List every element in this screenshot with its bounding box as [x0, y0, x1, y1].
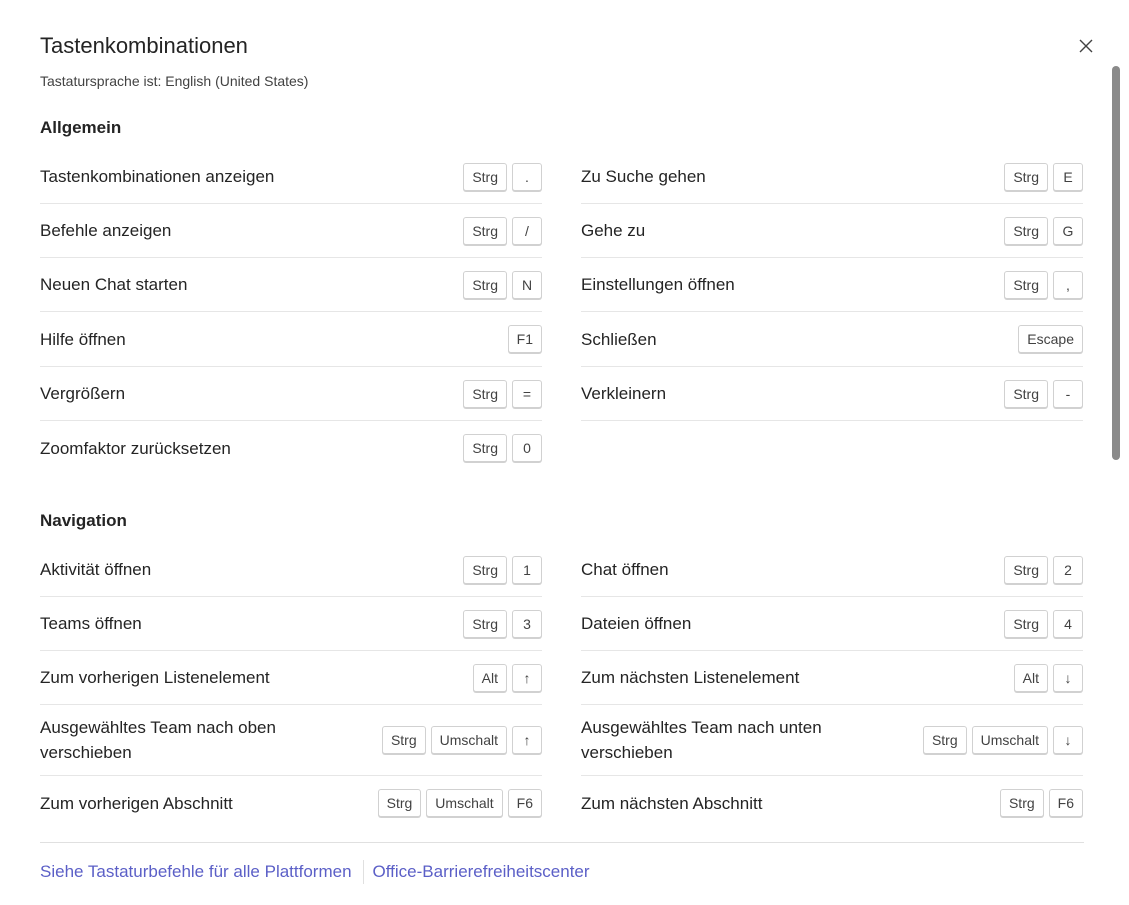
shortcut-label: Einstellungen öffnen — [581, 275, 735, 294]
keycap: Strg — [1004, 163, 1048, 191]
shortcut-row — [40, 204, 542, 258]
shortcut-row — [40, 597, 542, 651]
keycap: 0 — [512, 434, 542, 462]
all-platforms-shortcuts-link[interactable]: Siehe Tastaturbefehle für alle Plattformen — [40, 862, 352, 881]
keycap: Strg — [463, 163, 507, 191]
shortcut-keys — [923, 726, 1083, 754]
keycap: Alt — [1014, 664, 1048, 692]
shortcut-row — [40, 705, 542, 776]
keycap: 3 — [512, 610, 542, 638]
keycap: Strg — [463, 271, 507, 299]
shortcut-row — [581, 258, 1083, 312]
keycap: G — [1053, 217, 1083, 245]
shortcut-row — [581, 312, 1083, 367]
keycap: Strg — [378, 789, 422, 817]
shortcut-row — [40, 258, 542, 312]
shortcut-row — [581, 204, 1083, 258]
shortcut-keys — [382, 726, 542, 754]
footer-separator — [363, 860, 364, 884]
shortcut-row — [40, 776, 542, 830]
shortcut-keys — [473, 664, 542, 692]
shortcut-row — [581, 651, 1083, 705]
keycap: ↑ — [512, 664, 542, 692]
keycap: Strg — [923, 726, 967, 754]
shortcut-label: Zoomfaktor zurücksetzen — [40, 438, 231, 458]
keycap: , — [1053, 271, 1083, 299]
shortcut-label: Aktivität öffnen — [40, 560, 152, 579]
keycap: Strg — [463, 217, 507, 245]
shortcut-row — [40, 421, 542, 475]
shortcut-keys — [1004, 380, 1083, 408]
shortcut-label: Zu Suche gehen — [581, 167, 706, 186]
keycap: Strg — [463, 556, 507, 584]
shortcut-keys — [1018, 325, 1083, 353]
shortcut-keys — [463, 380, 542, 408]
keycap: Umschalt — [426, 789, 502, 817]
shortcut-row — [581, 597, 1083, 651]
shortcut-keys — [1014, 664, 1083, 692]
shortcut-row — [40, 543, 542, 597]
keycap: Strg — [1004, 217, 1048, 245]
shortcut-label: Dateien öffnen — [581, 614, 692, 633]
shortcut-label: Zum vorherigen Listenelement — [40, 668, 270, 687]
shortcut-label: Neuen Chat starten — [40, 275, 188, 294]
shortcut-keys — [463, 271, 542, 299]
shortcut-label: Gehe zu — [581, 221, 646, 240]
keycap: = — [512, 380, 542, 408]
keycap: Strg — [1004, 271, 1048, 299]
shortcut-row — [581, 367, 1083, 421]
keycap: Escape — [1018, 325, 1083, 353]
keycap: Strg — [1004, 380, 1048, 408]
keycap: F6 — [508, 789, 542, 817]
scrollbar-thumb[interactable] — [1112, 66, 1120, 460]
shortcut-keys — [463, 217, 542, 245]
keycap: ↓ — [1053, 726, 1083, 754]
dialog-title: Tastenkombinationen — [40, 33, 248, 58]
keycap: Umschalt — [972, 726, 1048, 754]
shortcut-keys — [1000, 789, 1083, 817]
keycap: . — [512, 163, 542, 191]
shortcut-label: Tastenkombinationen anzeigen — [40, 167, 275, 186]
shortcut-row — [581, 543, 1083, 597]
accessibility-center-link[interactable]: Office-Barrierefreiheitscenter — [372, 862, 590, 881]
shortcut-keys — [1004, 163, 1083, 191]
keycap: Strg — [463, 434, 507, 462]
keycap: N — [512, 271, 542, 299]
footer-divider — [40, 842, 1084, 843]
shortcut-row — [40, 651, 542, 705]
keycap: - — [1053, 380, 1083, 408]
shortcut-keys — [1004, 217, 1083, 245]
shortcut-keys — [1004, 556, 1083, 584]
section-title-navigation: Navigation — [40, 511, 127, 530]
shortcut-label: Befehle anzeigen — [40, 221, 172, 240]
keycap: 2 — [1053, 556, 1083, 584]
shortcut-row — [40, 367, 542, 421]
shortcut-label: Ausgewähltes Team nach oben verschieben — [40, 718, 276, 762]
keyboard-language-text: Tastatursprache ist: English (United States) — [40, 73, 309, 89]
shortcut-row — [581, 776, 1083, 830]
shortcut-label: Hilfe öffnen — [40, 329, 126, 349]
keycap: Strg — [463, 610, 507, 638]
shortcut-keys — [463, 434, 542, 462]
shortcut-keys — [508, 325, 542, 353]
shortcut-label: Ausgewähltes Team nach unten verschieben — [581, 718, 822, 762]
shortcut-label: Zum vorherigen Abschnitt — [40, 793, 233, 813]
keycap: 4 — [1053, 610, 1083, 638]
shortcut-keys — [1004, 271, 1083, 299]
shortcut-keys — [463, 610, 542, 638]
keycap: Strg — [463, 380, 507, 408]
shortcut-label: Zum nächsten Abschnitt — [581, 793, 763, 813]
keycap: Umschalt — [431, 726, 507, 754]
keycap: ↑ — [512, 726, 542, 754]
shortcut-label: Chat öffnen — [581, 560, 669, 579]
shortcut-row — [40, 150, 542, 204]
keycap: 1 — [512, 556, 542, 584]
footer-links — [40, 860, 590, 884]
close-button[interactable] — [1074, 34, 1098, 58]
keycap: ↓ — [1053, 664, 1083, 692]
shortcut-keys — [1004, 610, 1083, 638]
keycap: Strg — [1004, 610, 1048, 638]
keycap: Alt — [473, 664, 507, 692]
keycap: F6 — [1049, 789, 1083, 817]
shortcut-label: Schließen — [581, 329, 657, 349]
shortcut-label: Zum nächsten Listenelement — [581, 668, 800, 687]
shortcut-keys — [463, 556, 542, 584]
keycap: Strg — [1004, 556, 1048, 584]
shortcut-row — [40, 312, 542, 367]
keycap: / — [512, 217, 542, 245]
keycap: E — [1053, 163, 1083, 191]
shortcut-keys — [378, 789, 542, 817]
shortcut-row — [581, 705, 1083, 776]
keycap: Strg — [382, 726, 426, 754]
section-title-general: Allgemein — [40, 118, 122, 137]
close-icon — [1078, 38, 1094, 54]
keycap: F1 — [508, 325, 542, 353]
shortcut-row — [581, 150, 1083, 204]
keycap: Strg — [1000, 789, 1044, 817]
shortcut-label: Teams öffnen — [40, 614, 142, 633]
shortcut-keys — [463, 163, 542, 191]
shortcut-label: Vergrößern — [40, 384, 126, 403]
shortcut-label: Verkleinern — [581, 384, 667, 403]
